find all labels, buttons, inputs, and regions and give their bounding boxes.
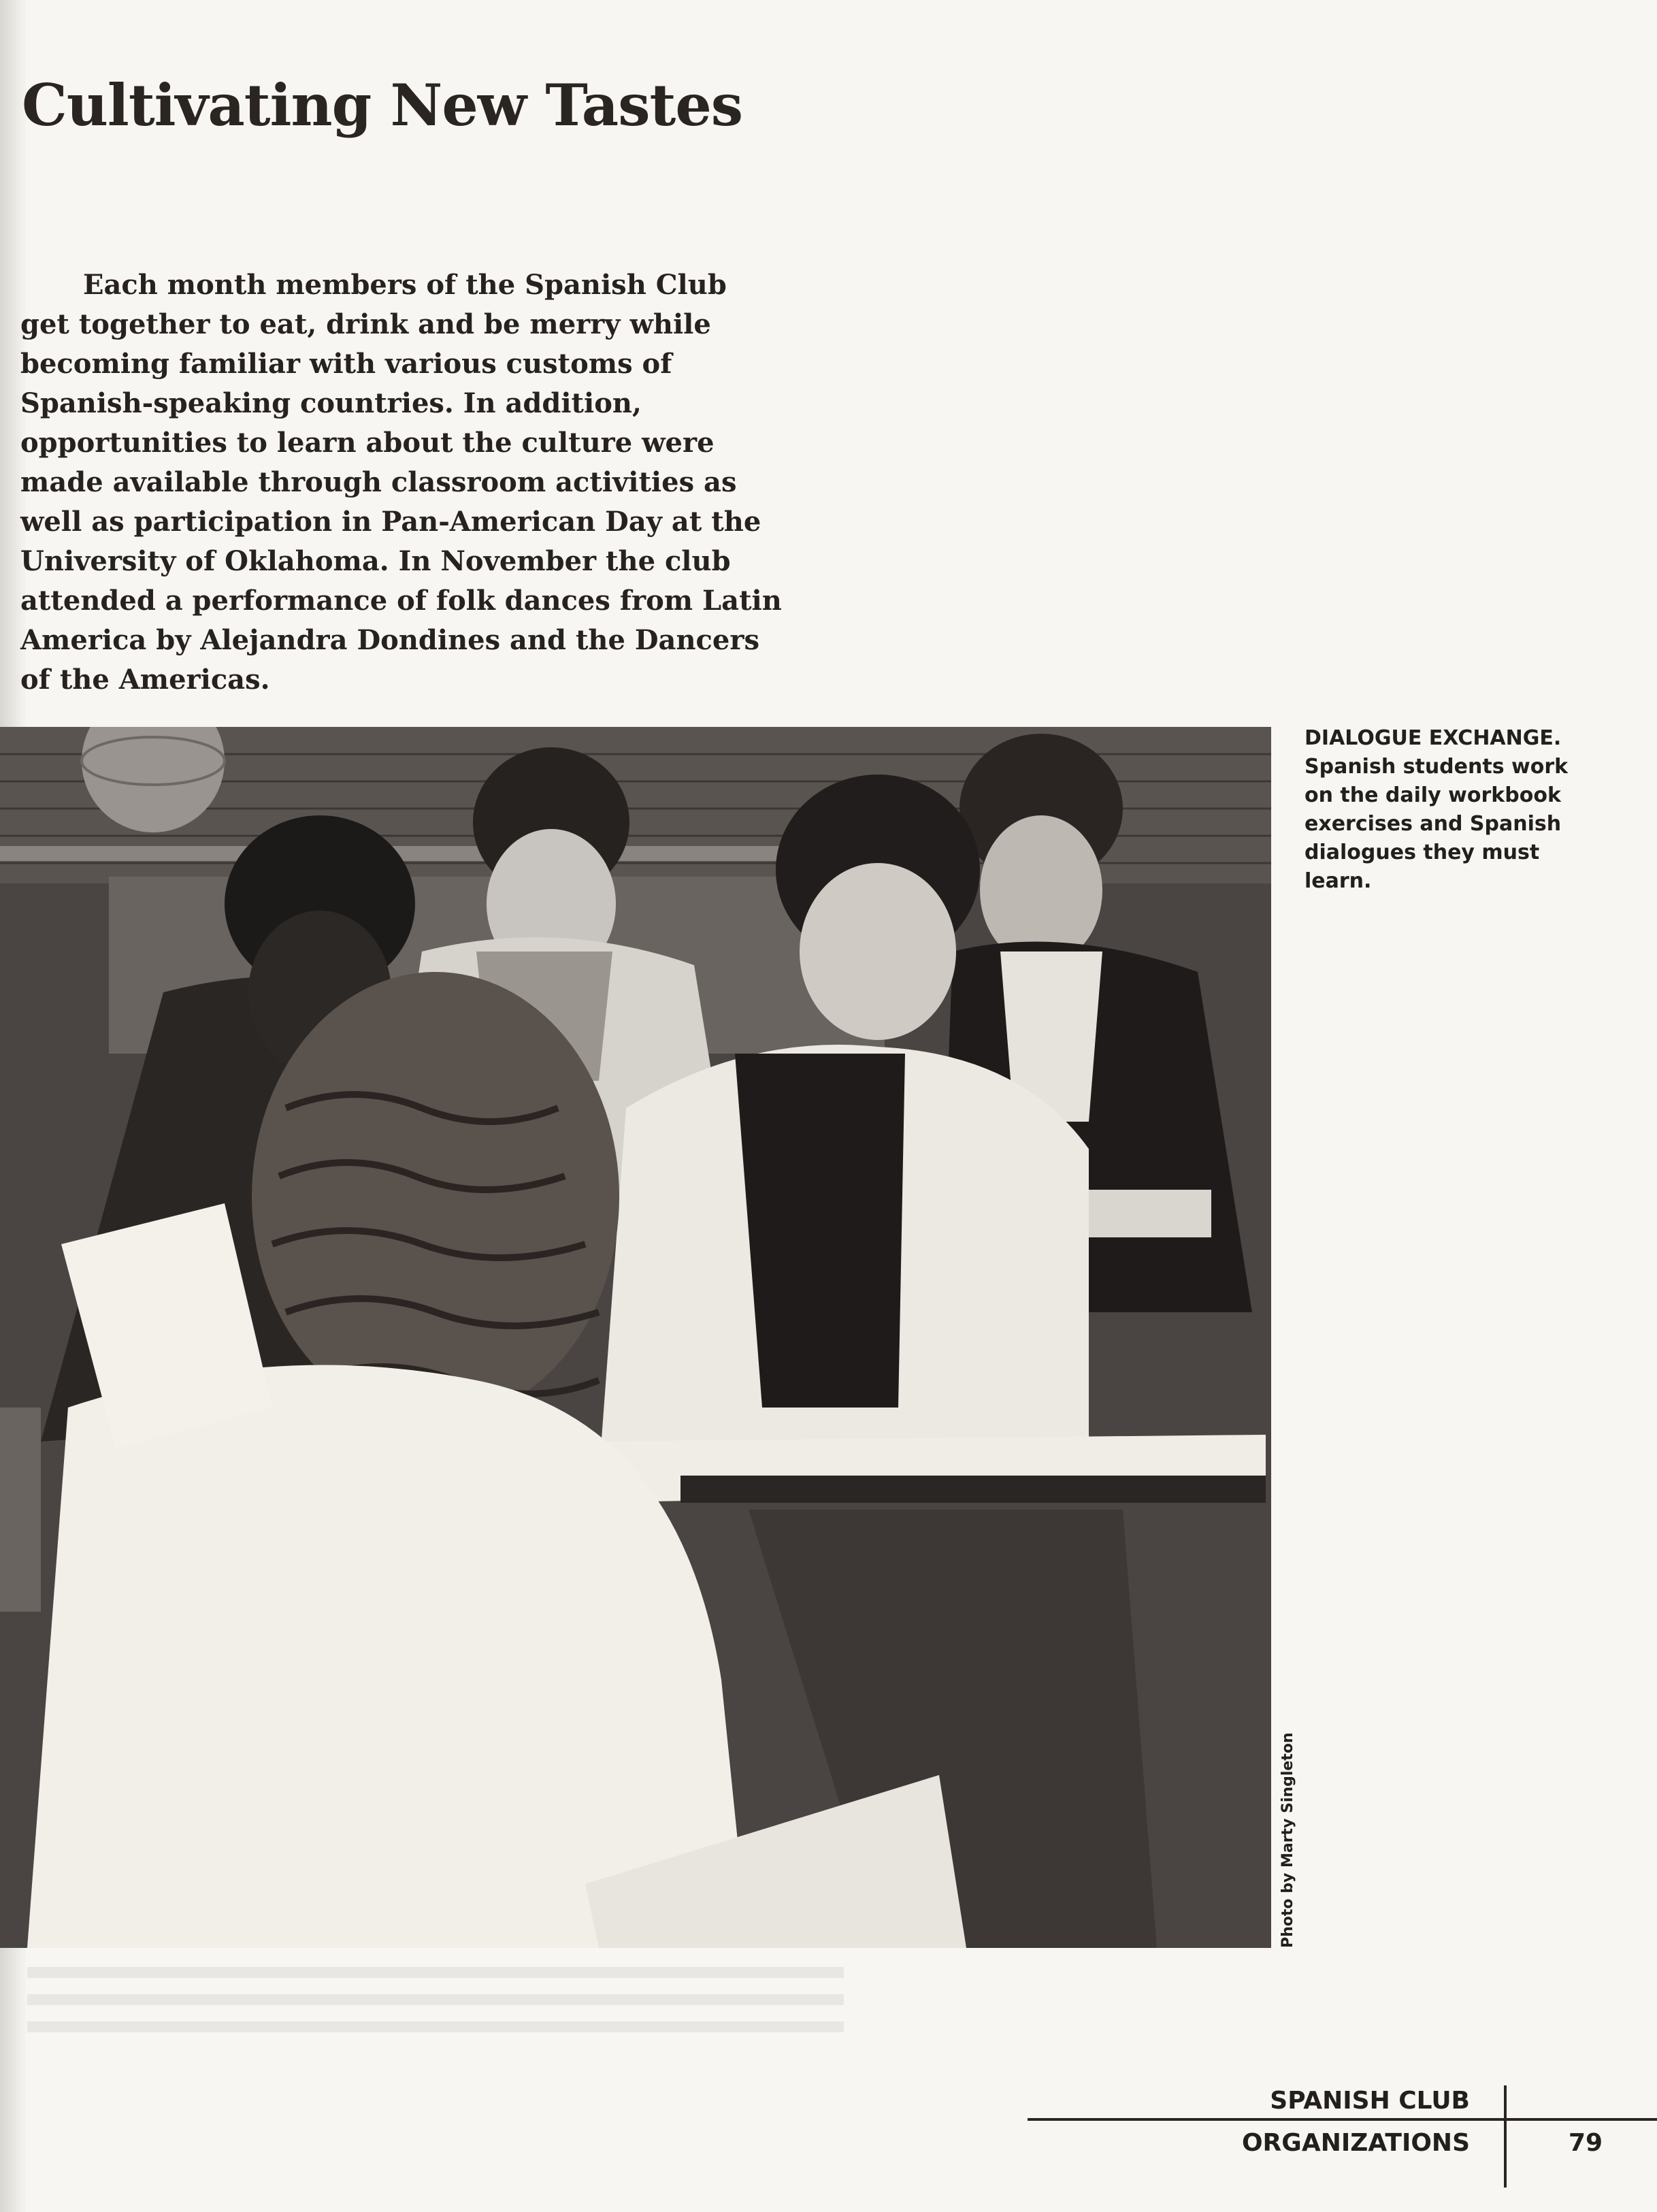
footer-vertical-rule — [1504, 2085, 1507, 2187]
page-bleed-through — [27, 1967, 844, 2049]
caption-lead: DIALOGUE EXCHANGE. — [1305, 726, 1562, 750]
footer-horizontal-rule — [1028, 2118, 1657, 2121]
footer-section-label: SPANISH CLUB — [1270, 2087, 1470, 2115]
footer-category-label: ORGANIZATIONS — [1241, 2129, 1470, 2157]
page-title: Cultivating New Tastes — [22, 71, 743, 139]
classroom-photo — [0, 727, 1271, 1948]
article-body: Each month members of the Spanish Club get together to eat, drink and be merry while becoming familiar with various customs of Spanish-speaking countries. In addition, opportunities to learn about the culture were made available through classroom activities as well as participation in Pan-American Day at the University of Oklahoma. In November the club attended a performance of folk dances from Latin America by Alejandra Dondines and the Dancers of the Americas. — [20, 269, 782, 696]
page-number: 79 — [1568, 2129, 1603, 2157]
photo-caption — [1305, 724, 1590, 896]
caption-text: Spanish students work on the daily workbook exercises and Spanish dialogues they must learn. — [1305, 755, 1569, 893]
photo-credit: Photo by Marty Singleton — [1279, 1732, 1296, 1948]
